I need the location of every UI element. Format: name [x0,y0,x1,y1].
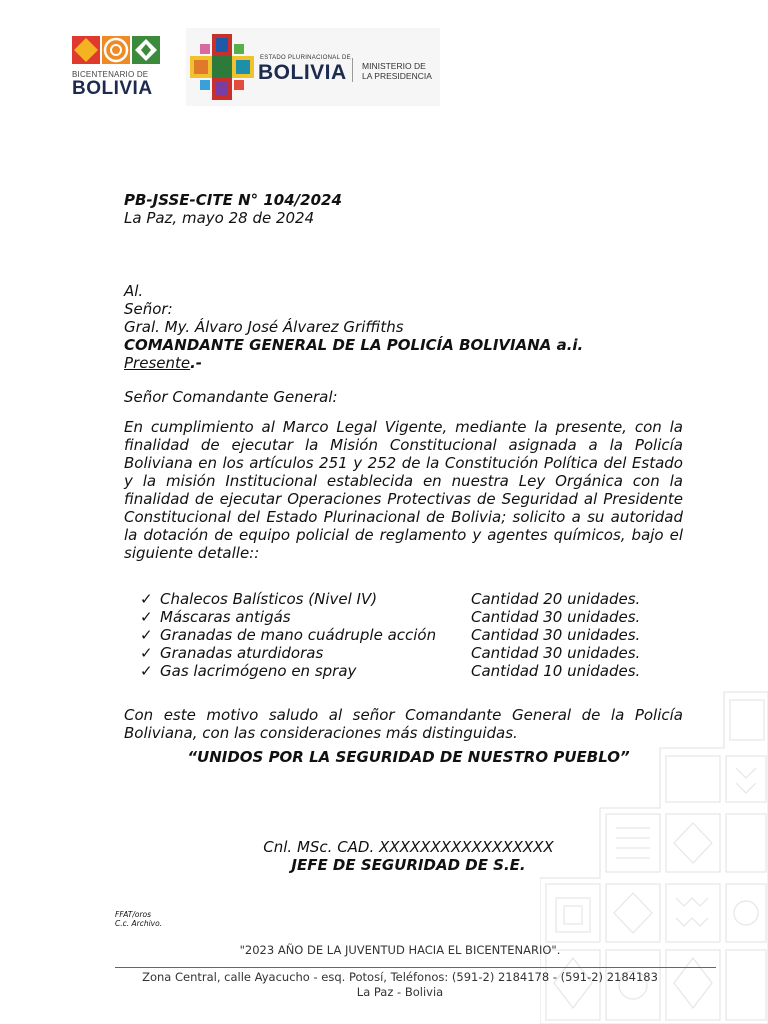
bicentenario-logo [72,34,162,100]
presente-suffix: .- [190,354,203,372]
bicentenario-caption: BICENTENARIO DE [72,70,149,79]
item-quantity: Cantidad 10 unidades. [471,662,641,680]
presente-line [124,354,202,372]
body-line: y la misión Institucional establecida en nuestra Ley Orgánica con la [124,472,683,490]
presente-word: Presente [124,354,191,372]
body-line: Constitucional del Estado Plurinacional de Bolivia; solicito a su autoridad [124,508,683,526]
bicentenario-emblem-icon [72,34,162,66]
check-icon: ✓ [140,662,153,680]
item-quantity: Cantidad 30 unidades. [471,626,641,644]
signer-name: Cnl. MSc. CAD. XXXXXXXXXXXXXXXXX [263,838,554,856]
estado-small-text: ESTADO PLURINACIONAL DE [260,55,351,61]
body-line: finalidad de ejecutar Operaciones Protectivas de Seguridad al Presidente [124,490,683,508]
list-item [140,590,377,608]
item-name: Granadas de mano cuádruple acción [160,626,437,644]
cite-number: PB-JSSE-CITE N° 104/2024 [124,191,342,209]
item-quantity: Cantidad 30 unidades. [471,608,641,626]
check-icon: ✓ [140,608,153,626]
initials: FFAT/oros [115,910,152,919]
motto: “UNIDOS POR LA SEGURIDAD DE NUESTRO PUEBLO” [187,748,630,766]
item-name: Gas lacrimógeno en spray [160,662,357,680]
chakana-icon [190,34,254,100]
body-line: la dotación de equipo policial de reglamento y agentes químicos, bajo el [124,526,683,544]
footer-rule [115,967,716,968]
logo-divider [352,58,353,82]
ministry-line-1: MINISTERIO DE [362,61,426,71]
signer-title: JEFE DE SEGURIDAD DE S.E. [291,856,526,874]
body-line: Boliviana en los artículos 251 y 252 de la Constitución Política del Estado [124,454,683,472]
ministry-line-2: LA PRESIDENCIA [362,71,432,81]
letter-date: La Paz, mayo 28 de 2024 [124,209,315,227]
list-item [140,644,323,662]
body-line: siguiente detalle:: [124,544,260,562]
item-name: Chalecos Balísticos (Nivel IV) [160,590,378,608]
check-icon: ✓ [140,626,153,644]
body-line: finalidad de ejecutar la Misión Constitucional asignada a la Policía [124,436,683,454]
copy-note: C.c. Archivo. [115,919,163,928]
item-quantity: Cantidad 30 unidades. [471,644,641,662]
bicentenario-name: BOLIVIA [72,78,153,99]
body-line: En cumplimiento al Marco Legal Vigente, mediante la presente, con la [124,418,683,436]
closing-line: Boliviana, con las consideraciones más distinguidas. [124,724,518,742]
closing-paragraph [124,706,683,742]
estado-name: BOLIVIA [258,61,347,84]
body-paragraph [124,418,683,562]
check-icon: ✓ [140,590,153,608]
item-name: Granadas aturdidoras [160,644,324,662]
salutation: Señor Comandante General: [124,388,338,406]
list-item [140,626,436,644]
footer-city: La Paz - Bolivia [356,985,444,999]
check-icon: ✓ [140,644,153,662]
item-name: Máscaras antigás [160,608,291,626]
addressee-al: Al. [124,282,144,300]
list-item [140,608,291,626]
addressee-title: COMANDANTE GENERAL DE LA POLICÍA BOLIVIANA a.i. [124,336,584,354]
item-quantity: Cantidad 20 unidades. [471,590,641,608]
estado-plurinacional-logo [186,28,440,106]
footer-address: Zona Central, calle Ayacucho - esq. Potosí, Teléfonos: (591-2) 2184178 - (591-2) 2184183 [142,970,658,984]
list-item [140,662,356,680]
addressee-name: Gral. My. Álvaro José Álvarez Griffiths [124,318,404,336]
footer-year-motto: "2023 AÑO DE LA JUVENTUD HACIA EL BICENTENARIO". [239,943,561,957]
closing-line: Con este motivo saludo al señor Comandante General de la Policía [124,706,683,724]
addressee-senor: Señor: [124,300,173,318]
